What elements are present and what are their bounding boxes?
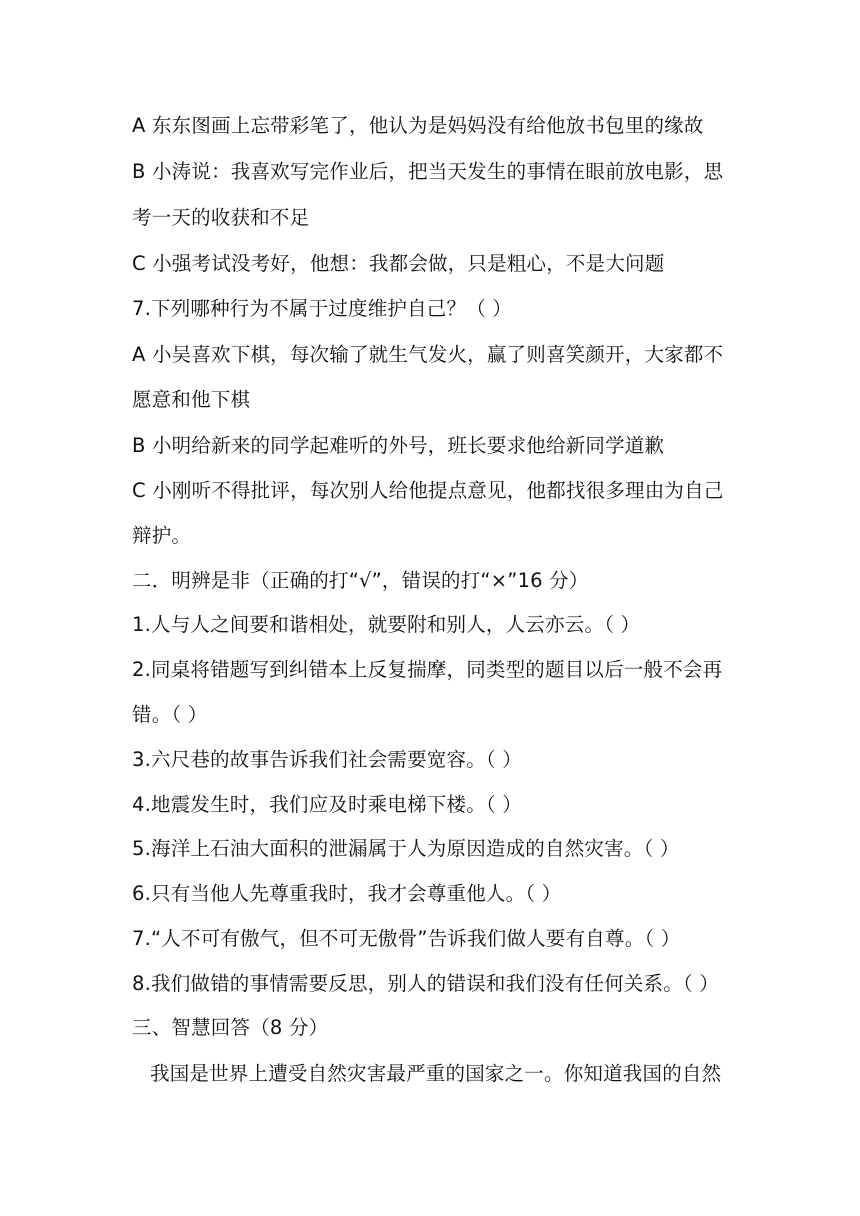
judge-item-2-continued: 错。（ ） xyxy=(132,703,208,726)
section-3-paragraph: 我国是世界上遭受自然灾害最严重的国家之一。你知道我国的自然 xyxy=(150,1062,722,1085)
judge-item-2: 2.同桌将错题写到纠错本上反复揣摩，同类型的题目以后一般不会再 xyxy=(132,658,723,681)
judge-item-5: 5.海洋上石油大面积的泄漏属于人为原因造成的自然灾害。（ ） xyxy=(132,837,680,860)
option-6b-continued: 考一天的收获和不足 xyxy=(132,206,310,229)
option-6a: A 东东图画上忘带彩笔了，他认为是妈妈没有给他放书包里的缘故 xyxy=(132,114,704,137)
section-3-heading: 三、智慧回答（8 分） xyxy=(132,1016,329,1039)
option-7c-continued: 辩护。 xyxy=(132,524,192,547)
judge-item-6: 6.只有当他人先尊重我时，我才会尊重他人。（ ） xyxy=(132,882,562,905)
option-7b: B 小明给新来的同学起难听的外号，班长要求他给新同学道歉 xyxy=(132,434,665,457)
option-7a-continued: 愿意和他下棋 xyxy=(132,388,251,411)
judge-item-1: 1.人与人之间要和谐相处，就要附和别人，人云亦云。（ ） xyxy=(132,613,641,636)
option-7a: A 小吴喜欢下棋，每次输了就生气发火，赢了则喜笑颜开，大家都不 xyxy=(132,343,724,366)
judge-item-3: 3.六尺巷的故事告诉我们社会需要宽容。（ ） xyxy=(132,748,522,771)
option-6c: C 小强考试没考好，他想：我都会做，只是粗心，不是大问题 xyxy=(132,252,665,275)
option-7c: C 小刚听不得批评，每次别人给他提点意见，他都找很多理由为自己 xyxy=(132,479,724,502)
section-2-heading: 二．明辨是非（正确的打“√”，错误的打“×”16 分） xyxy=(132,569,589,592)
question-7: 7.下列哪种行为不属于过度维护自己？（ ） xyxy=(132,297,513,320)
judge-item-4: 4.地震发生时，我们应及时乘电梯下楼。（ ） xyxy=(132,793,522,816)
option-6b: B 小涛说：我喜欢写完作业后，把当天发生的事情在眼前放电影，思 xyxy=(132,160,724,183)
judge-item-7: 7.“人不可有傲气，但不可无傲骨”告诉我们做人要有自尊。（ ） xyxy=(132,927,681,950)
judge-item-8: 8.我们做错的事情需要反思，别人的错误和我们没有任何关系。（ ） xyxy=(132,972,719,995)
